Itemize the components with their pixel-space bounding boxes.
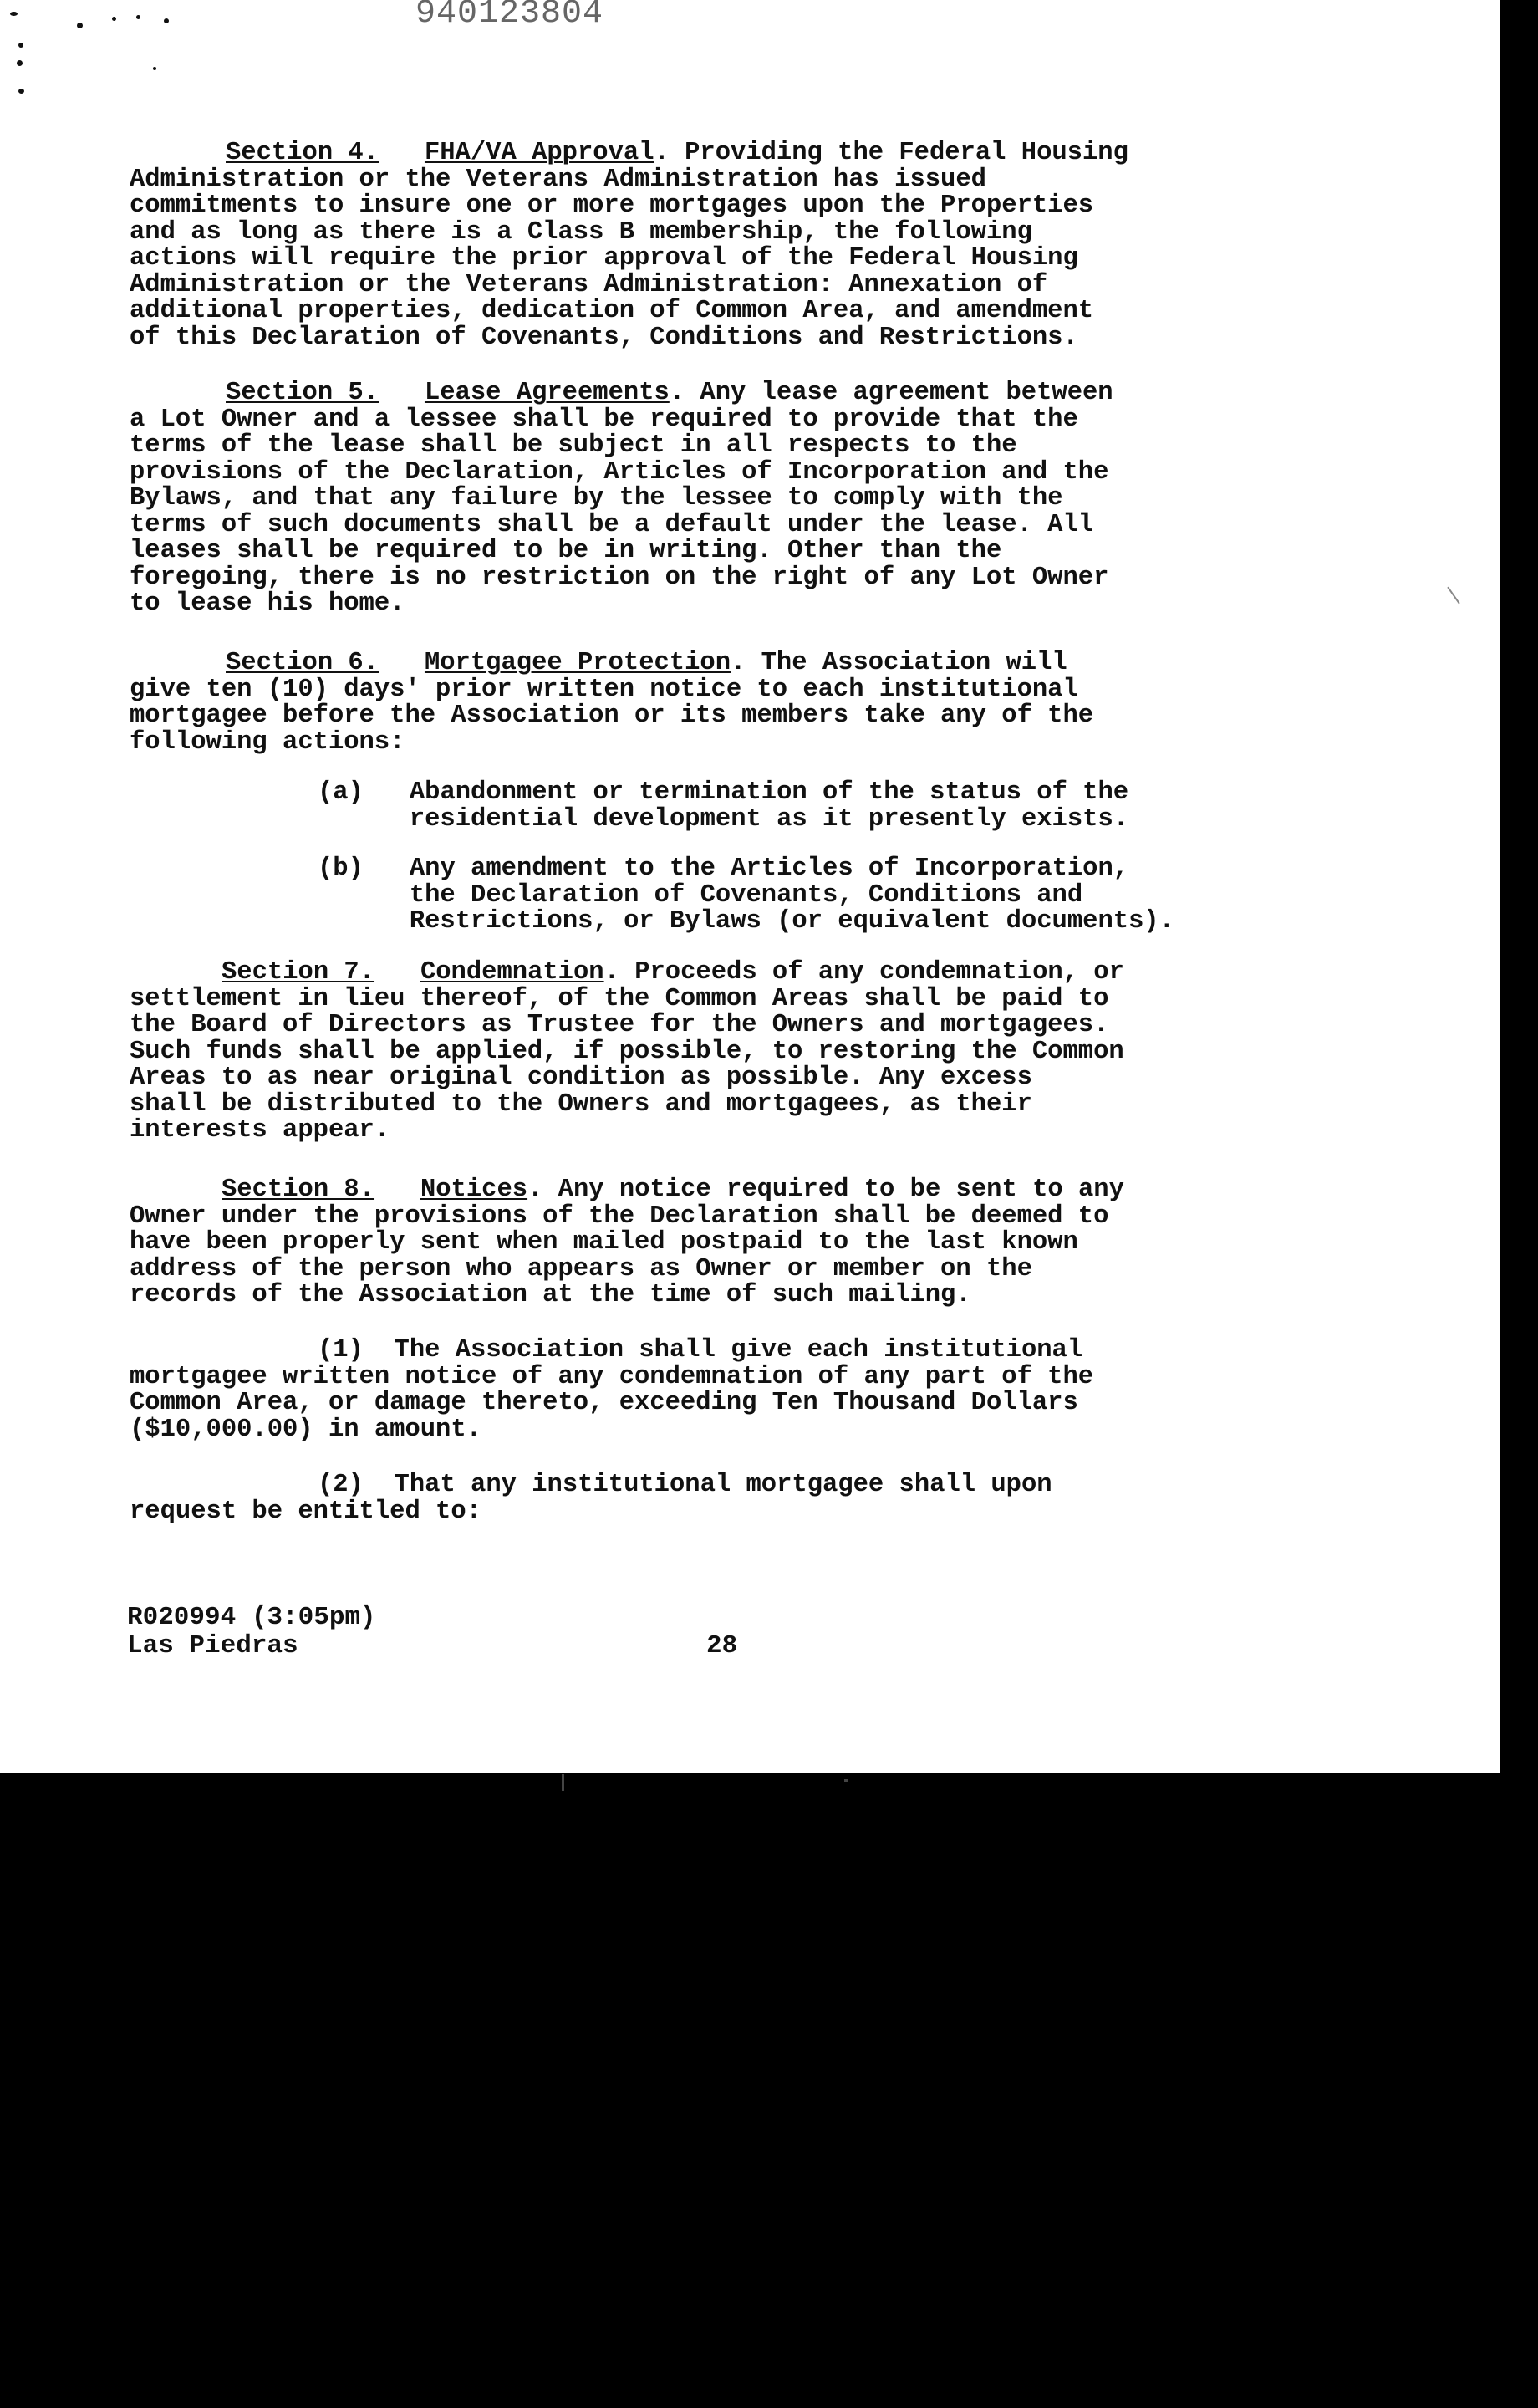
footer-code: R020994 (3:05pm) bbox=[127, 1603, 376, 1632]
list-item-a-marker: (a) bbox=[318, 778, 364, 807]
section-4-number: Section 4. bbox=[226, 139, 379, 167]
section-7-number: Section 7. bbox=[222, 958, 375, 987]
scan-speck bbox=[10, 12, 18, 16]
section-6: Section 6. Mortgagee Protection. The Association will give ten (10) days' prior written notice to each institutional mortgagee before the Association or its members take any of the following actions: bbox=[130, 649, 1094, 757]
scan-speck bbox=[18, 89, 24, 94]
scan-speck bbox=[17, 60, 23, 66]
list-item-b: (b) Any amendment to the Articles of Incorporation, the Declaration of Covenants, Conditions and Restrictions, or Bylaws (or equivalent documents). bbox=[318, 855, 1174, 936]
footer bbox=[127, 1604, 376, 1661]
scan-mark bbox=[562, 1774, 564, 1791]
scan-speck bbox=[164, 18, 169, 23]
list-item-b-marker: (b) bbox=[318, 855, 364, 883]
numbered-item-1-marker: (1) bbox=[318, 1336, 364, 1365]
section-6-number: Section 6. bbox=[226, 649, 379, 677]
section-4: Section 4. FHA/VA Approval. Providing the Federal Housing Administration or the Veterans Administration has issued commitments to insure one or more mortgages upon the Properties and as long as there is a Class B membership, the following actions will require the prior approval of the Federal Housing Administration or the Veterans Administration: Annexation of additional properties, dedication of Common Area, and amendment of this Declaration of Covenants, Conditions and Restrictions. bbox=[130, 139, 1128, 352]
section-8-number: Section 8. bbox=[222, 1176, 375, 1204]
scan-speck bbox=[77, 23, 83, 28]
section-7-heading: Condemnation bbox=[420, 958, 604, 987]
section-8: Section 8. Notices. Any notice required to be sent to any Owner under the provisions of the Declaration shall be deemed to have been properly sent when mailed postpaid to the last known address of the person who appears as Owner or member on the records of the Association at the time of such mailing. bbox=[130, 1176, 1124, 1309]
section-8-heading: Notices bbox=[420, 1176, 528, 1204]
section-5-heading: Lease Agreements bbox=[424, 379, 670, 407]
numbered-item-2-marker: (2) bbox=[318, 1471, 364, 1499]
section-6-heading: Mortgagee Protection bbox=[424, 649, 731, 677]
section-5-number: Section 5. bbox=[226, 379, 379, 407]
scan-speck bbox=[136, 15, 140, 19]
footer-project: Las Piedras bbox=[127, 1631, 298, 1661]
scan-speck bbox=[153, 67, 156, 70]
section-5: Section 5. Lease Agreements. Any lease agreement between a Lot Owner and a lessee shall be required to provide that the terms of the lease shall be subject in all respects to the provisions of the Declaration, Articles of Incorporation and the Bylaws, and that any failure by the lessee to comply with the terms of such documents shall be a default under the lease. All leases shall be required to be in writing. Other than the foregoing, there is no restriction on the right of any Lot Owner to lease his home. bbox=[130, 379, 1113, 618]
section-7: Section 7. Condemnation. Proceeds of any condemnation, or settlement in lieu thereof, of the Common Areas shall be paid to the Board of Directors as Trustee for the Owners and mortgagees. Such funds shall be applied, if possible, to restoring the Common Areas to as near original condition as possible. Any excess shall be distributed to the Owners and mortgagees, as their interests appear. bbox=[130, 958, 1124, 1145]
numbered-item-2: (2) That any institutional mortgagee shall upon request be entitled to: bbox=[130, 1471, 1052, 1526]
section-4-heading: FHA/VA Approval bbox=[424, 139, 654, 167]
list-item-a: (a) Abandonment or termination of the status of the residential development as it presently exists. bbox=[318, 778, 1129, 834]
scan-speck bbox=[18, 43, 23, 48]
page-number: 28 bbox=[706, 1631, 738, 1661]
scan-mark bbox=[844, 1779, 848, 1782]
document-id: 940123804 bbox=[415, 0, 604, 33]
scan-speck bbox=[112, 17, 116, 21]
numbered-item-1: (1) The Association shall give each institutional mortgagee written notice of any condemnation of any part of the Common Area, or damage thereto, exceeding Ten Thousand Dollars ($10,000.00) in amount. bbox=[130, 1336, 1094, 1444]
scan-mark bbox=[1447, 587, 1459, 605]
